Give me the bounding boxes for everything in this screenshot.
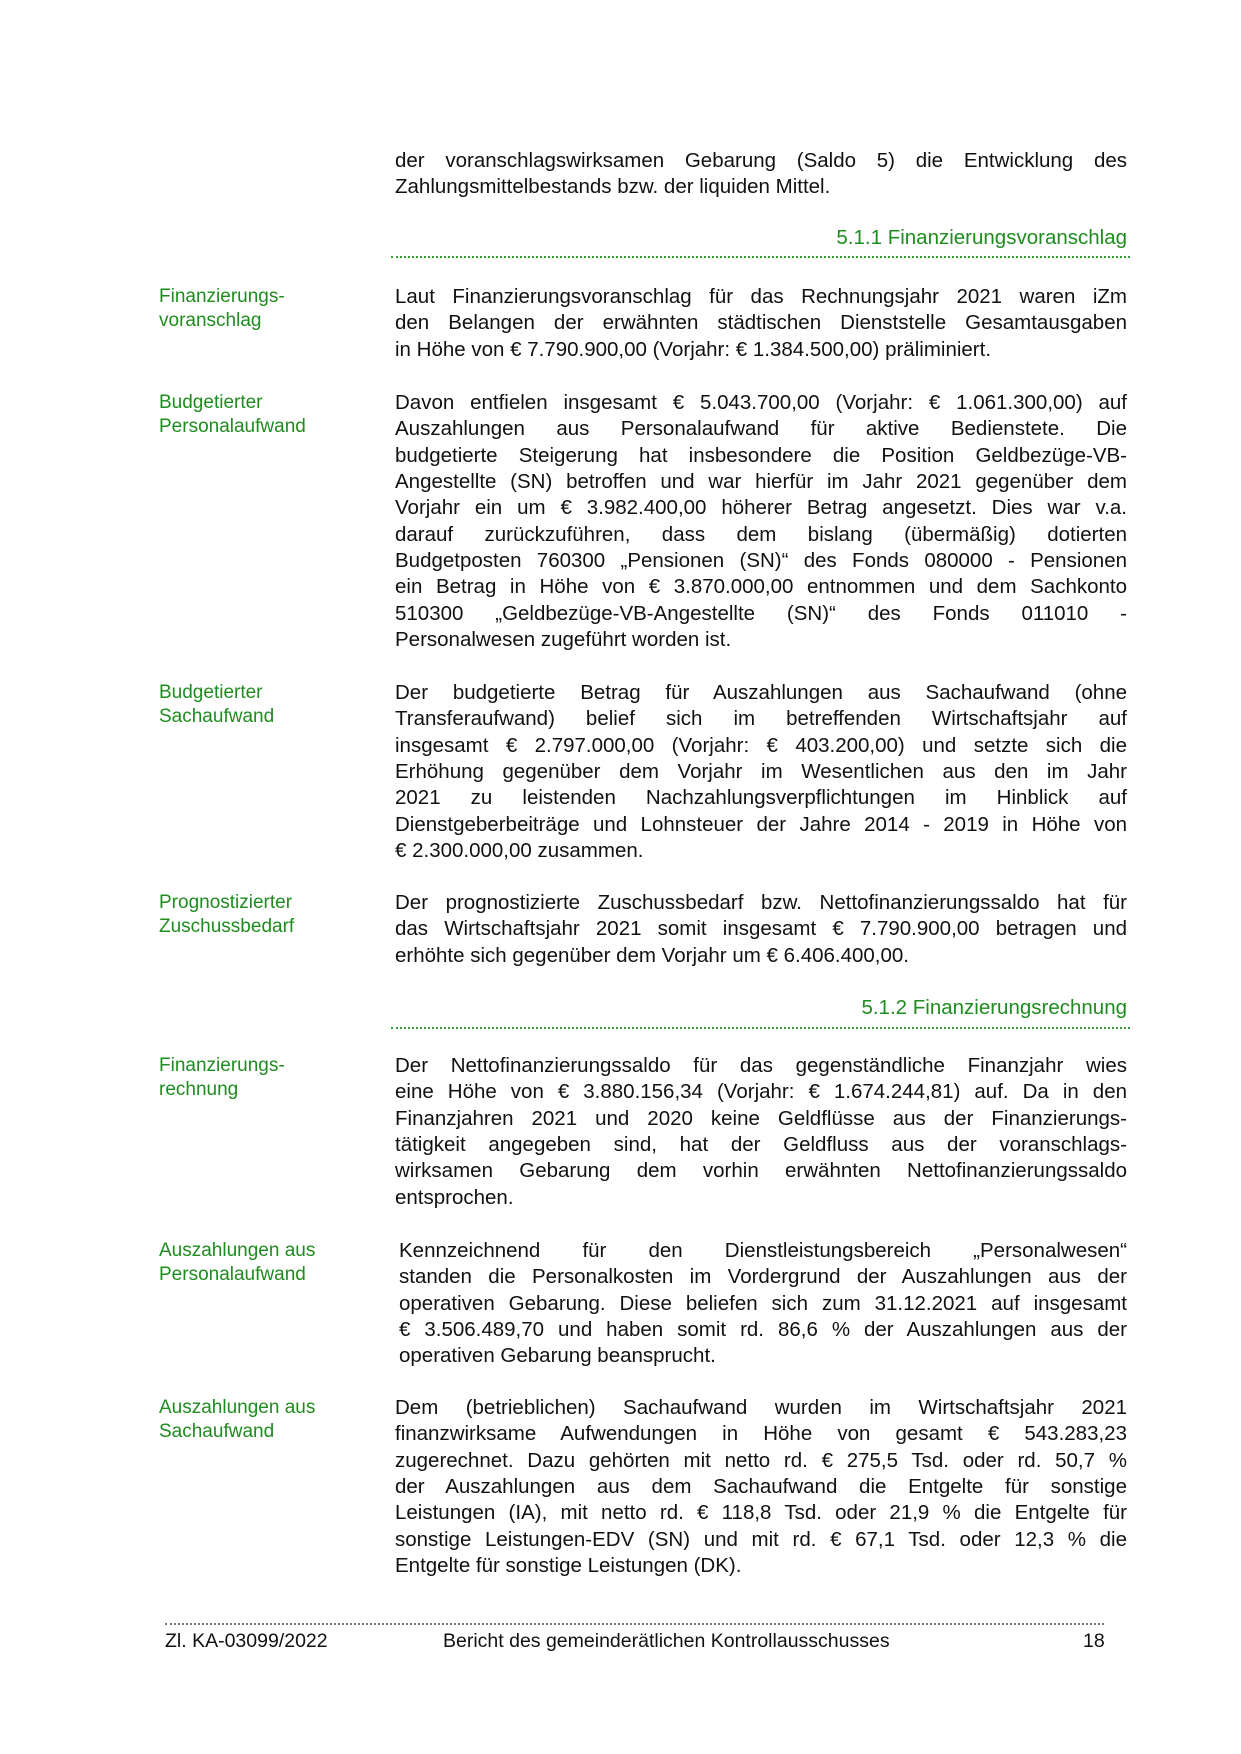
text-line: finanzwirksame Aufwendungen in Höhe von gesamt € 543.283,23 [395, 1422, 1127, 1446]
text-line: standen die Personalkosten im Vordergrund der Auszahlungen aus der [399, 1265, 1127, 1289]
text-line: Auszahlungen aus Personalaufwand für aktive Bedienstete. Die [395, 417, 1127, 441]
text-line: Leistungen (IA), mit netto rd. € 118,8 Tsd. oder 21,9 % die Entgelte für [395, 1501, 1127, 1525]
paragraph-budgetierter-personalaufwand [395, 390, 1127, 653]
text-line: Angestellte (SN) betroffen und war hierfür im Jahr 2021 gegenüber dem [395, 470, 1127, 494]
intro-paragraph [395, 148, 1127, 201]
text-line: Vorjahr ein um € 3.982.400,00 höherer Betrag angesetzt. Dies war v.a. [395, 496, 1127, 520]
margin-note-prognostizierter-zuschussbedarf [159, 891, 379, 939]
text-line: Transferaufwand) belief sich im betreffenden Wirtschaftsjahr auf [395, 707, 1127, 731]
text-line: Der Nettofinanzierungssaldo für das gegenständliche Finanzjahr wies [395, 1054, 1127, 1077]
margin-note-line: Personalaufwand [159, 1264, 306, 1285]
text-line: den Belangen der erwähnten städtischen Dienststelle Gesamtausgaben [395, 311, 1127, 335]
text-line: Budgetposten 760300 „Pensionen (SN)“ des Fonds 080000 - Pensionen [395, 549, 1127, 573]
margin-note-line: Auszahlungen aus [159, 1397, 316, 1418]
text-line: operativen Gebarung beansprucht. [399, 1344, 716, 1368]
paragraph-auszahlungen-sachaufwand [395, 1395, 1127, 1579]
text-line: Der budgetierte Betrag für Auszahlungen aus Sachaufwand (ohne [395, 681, 1127, 704]
text-line: Zahlungsmittelbestands bzw. der liquiden Mittel. [395, 175, 831, 199]
margin-note-line: rechnung [159, 1079, 239, 1100]
margin-note-line: Prognostizierter [159, 892, 293, 913]
paragraph-finanzierungsvoranschlag [395, 284, 1127, 363]
text-line: budgetierte Steigerung hat insbesondere die Position Geldbezüge-VB- [395, 443, 1127, 467]
footer-rule [165, 1623, 1104, 1625]
text-line: der Auszahlungen aus dem Sachaufwand die Entgelte für sonstige [395, 1475, 1127, 1499]
text-line: erhöhte sich gegenüber dem Vorjahr um € 6.406.400,00. [395, 943, 909, 967]
text-line: tätigkeit angegeben sind, hat der Geldfluss aus der voranschlags- [395, 1133, 1127, 1157]
text-line: Der prognostizierte Zuschussbedarf bzw. Nettofinanzierungssaldo hat für [395, 891, 1127, 914]
text-line: zugerechnet. Dazu gehörten mit netto rd. € 275,5 Tsd. oder rd. 50,7 % [395, 1448, 1127, 1472]
paragraph-auszahlungen-personalaufwand [399, 1238, 1127, 1370]
text-line: Davon entfielen insgesamt € 5.043.700,00 (Vorjahr: € 1.061.300,00) auf [395, 391, 1127, 414]
text-line: € 3.506.489,70 und haben somit rd. 86,6 % der Auszahlungen aus der [399, 1318, 1127, 1342]
page-number: 18 [1083, 1630, 1105, 1652]
text-line: der voranschlagswirksamen Gebarung (Saldo 5) die Entwicklung des [395, 149, 1127, 172]
paragraph-finanzierungsrechnung [395, 1053, 1127, 1211]
text-line: Erhöhung gegenüber dem Vorjahr im Wesentlichen aus den im Jahr [395, 760, 1127, 784]
text-line: in Höhe von € 7.790.900,00 (Vorjahr: € 1.384.500,00) präliminiert. [395, 337, 992, 361]
margin-note-line: Budgetierter [159, 392, 263, 413]
text-line: insgesamt € 2.797.000,00 (Vorjahr: € 403.200,00) und setzte sich die [395, 733, 1127, 757]
margin-note-line: Sachaufwand [159, 706, 275, 727]
section-heading-5-1-2: 5.1.2 Finanzierungsrechnung [861, 996, 1127, 1019]
text-line: darauf zurückzuführen, dass dem bislang (übermäßig) dotierten [395, 522, 1127, 546]
heading-rule [391, 1027, 1130, 1029]
text-line: Dem (betrieblichen) Sachaufwand wurden im Wirtschaftsjahr 2021 [395, 1396, 1127, 1419]
text-line: wirksamen Gebarung dem vorhin erwähnten Nettofinanzierungssaldo [395, 1159, 1127, 1183]
text-line: Kennzeichnend für den Dienstleistungsbereich „Personalwesen“ [399, 1239, 1127, 1262]
margin-note-line: Auszahlungen aus [159, 1240, 316, 1261]
margin-note-line: Finanzierungs- [159, 286, 285, 307]
section-heading-5-1-1: 5.1.1 Finanzierungsvoranschlag [836, 226, 1127, 249]
margin-note-line: Personalaufwand [159, 416, 306, 437]
footer-reference: Zl. KA-03099/2022 [165, 1630, 328, 1652]
margin-note-finanzierungsvoranschlag [159, 285, 379, 333]
margin-note-auszahlungen-sachaufwand [159, 1396, 379, 1444]
text-line: operativen Gebarung. Diese beliefen sich zum 31.12.2021 auf insgesamt [399, 1291, 1127, 1315]
text-line: sonstige Leistungen-EDV (SN) und mit rd. € 67,1 Tsd. oder 12,3 % die [395, 1527, 1127, 1551]
text-line: Entgelte für sonstige Leistungen (DK). [395, 1554, 742, 1578]
margin-note-budgetierter-sachaufwand [159, 681, 379, 729]
footer-title: Bericht des gemeinderätlichen Kontrollausschusses [443, 1630, 890, 1652]
paragraph-prognostizierter-zuschussbedarf [395, 890, 1127, 969]
text-line: Dienstgeberbeiträge und Lohnsteuer der Jahre 2014 - 2019 in Höhe von [395, 812, 1127, 836]
margin-note-line: Budgetierter [159, 682, 263, 703]
text-line: € 2.300.000,00 zusammen. [395, 839, 644, 863]
text-line: 510300 „Geldbezüge-VB-Angestellte (SN)“ des Fonds 011010 - [395, 601, 1127, 625]
margin-note-line: Zuschussbedarf [159, 916, 295, 937]
text-line: entsprochen. [395, 1185, 514, 1209]
margin-note-line: Finanzierungs- [159, 1055, 285, 1076]
text-line: Finanzjahren 2021 und 2020 keine Geldflüsse aus der Finanzierungs- [395, 1106, 1127, 1130]
text-line: Personalwesen zugeführt worden ist. [395, 628, 732, 652]
margin-note-line: voranschlag [159, 310, 262, 331]
text-line: ein Betrag in Höhe von € 3.870.000,00 entnommen und dem Sachkonto [395, 575, 1127, 599]
margin-note-auszahlungen-personalaufwand [159, 1239, 379, 1287]
text-line: eine Höhe von € 3.880.156,34 (Vorjahr: € 1.674.244,81) auf. Da in den [395, 1080, 1127, 1104]
text-line: 2021 zu leistenden Nachzahlungsverpflichtungen im Hinblick auf [395, 786, 1127, 810]
margin-note-line: Sachaufwand [159, 1421, 275, 1442]
text-line: das Wirtschaftsjahr 2021 somit insgesamt € 7.790.900,00 betragen und [395, 917, 1127, 941]
paragraph-budgetierter-sachaufwand [395, 680, 1127, 864]
margin-note-budgetierter-personalaufwand [159, 391, 379, 439]
heading-rule [391, 256, 1130, 258]
text-line: Laut Finanzierungsvoranschlag für das Rechnungsjahr 2021 waren iZm [395, 285, 1127, 308]
margin-note-finanzierungsrechnung [159, 1054, 379, 1102]
